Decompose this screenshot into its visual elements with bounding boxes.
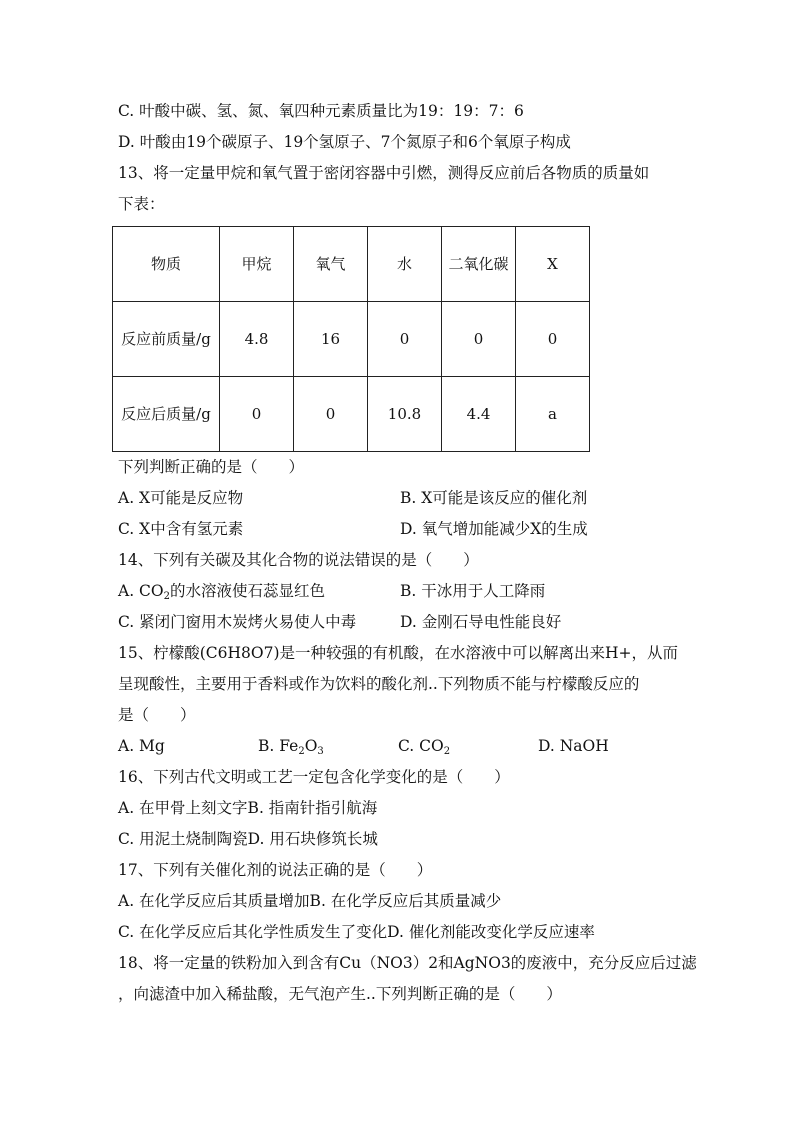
q15-option-b-sub2: 3 bbox=[317, 746, 324, 757]
q16-stem: 16、下列古代文明或工艺一定包含化学变化的是（ ） bbox=[118, 768, 510, 786]
q13-options-ab bbox=[118, 483, 678, 514]
q15-stem-line1: 15、柠檬酸(C6H8O7)是一种较强的有机酸，在水溶液中可以解离出来H+，从而 bbox=[118, 644, 678, 662]
table-cell: 0 bbox=[442, 302, 516, 377]
q15-option-a: A. Mg bbox=[118, 737, 165, 755]
mass-table bbox=[112, 226, 590, 452]
table-cell: 0 bbox=[220, 377, 294, 452]
table-cell: 0 bbox=[294, 377, 368, 452]
table-cell: a bbox=[516, 377, 590, 452]
q15-option-c-sub: 2 bbox=[443, 746, 451, 757]
q15-stem-line2: 呈现酸性，主要用于香料或作为饮料的酸化剂..下列物质不能与柠檬酸反应的 bbox=[118, 675, 640, 693]
table-row-label: 反应前质量/g bbox=[113, 302, 220, 377]
q15-stem-line3: 是（ ） bbox=[118, 706, 196, 724]
q15-option-c-pre: C. CO bbox=[398, 737, 444, 755]
q13-stem-line2: 下表： bbox=[118, 195, 165, 213]
q15-options bbox=[118, 731, 678, 762]
q15-option-b-pre: B. Fe bbox=[258, 737, 299, 755]
table-header-cell: X bbox=[516, 227, 590, 302]
table-cell: 4.8 bbox=[220, 302, 294, 377]
q18-stem-line2: ，向滤渣中加入稀盐酸，无气泡产生..下列判断正确的是（ ） bbox=[118, 985, 562, 1003]
q14-options-ab bbox=[118, 576, 678, 607]
q13-question: 下列判断正确的是（ ） bbox=[118, 458, 305, 476]
table-row bbox=[113, 302, 590, 377]
q14-option-d: D. 金刚石导电性能良好 bbox=[400, 613, 562, 631]
q17-options-cd: C. 在化学反应后其化学性质发生了变化D. 催化剂能改变化学反应速率 bbox=[118, 923, 595, 941]
q14-option-a-sub: 2 bbox=[163, 591, 170, 602]
table-header-cell: 水 bbox=[368, 227, 442, 302]
q15-option-b bbox=[258, 731, 398, 762]
exam-page bbox=[118, 96, 697, 1010]
q13-options-cd bbox=[118, 514, 678, 545]
table-header-cell: 二氧化碳 bbox=[442, 227, 516, 302]
q12-option-c: C. 叶酸中碳、氢、氮、氧四种元素质量比为19：19：7：6 bbox=[118, 102, 524, 120]
q18-stem-line1: 18、将一定量的铁粉加入到含有Cu（NO3）2和AgNO3的废液中，充分反应后过滤 bbox=[118, 954, 697, 972]
table-cell: 0 bbox=[368, 302, 442, 377]
table-cell: 0 bbox=[516, 302, 590, 377]
table-header-cell: 物质 bbox=[113, 227, 220, 302]
q15-option-d: D. NaOH bbox=[538, 737, 609, 755]
table-header-row bbox=[113, 227, 590, 302]
q17-stem: 17、下列有关催化剂的说法正确的是（ ） bbox=[118, 861, 433, 879]
q13-option-c: C. X中含有氢元素 bbox=[118, 520, 244, 538]
table-header-cell: 甲烷 bbox=[220, 227, 294, 302]
q15-option-b-mid: O bbox=[304, 737, 318, 755]
table-header-cell: 氧气 bbox=[294, 227, 368, 302]
q17-options-ab: A. 在化学反应后其质量增加B. 在化学反应后其质量减少 bbox=[118, 892, 502, 910]
q14-option-a-post: 的水溶液使石蕊显红色 bbox=[170, 582, 326, 600]
q13-option-a: A. X可能是反应物 bbox=[118, 489, 244, 507]
table-row bbox=[113, 377, 590, 452]
q13-option-b: B. X可能是该反应的催化剂 bbox=[400, 489, 588, 507]
q14-option-a-pre: A. CO bbox=[118, 582, 164, 600]
q14-options-cd bbox=[118, 607, 678, 638]
table-cell: 4.4 bbox=[442, 377, 516, 452]
table-cell: 10.8 bbox=[368, 377, 442, 452]
q15-option-b-sub1: 2 bbox=[298, 746, 305, 757]
q14-option-b: B. 干冰用于人工降雨 bbox=[400, 582, 546, 600]
q16-options-ab: A. 在甲骨上刻文字B. 指南针指引航海 bbox=[118, 799, 378, 817]
q14-stem: 14、下列有关碳及其化合物的说法错误的是（ ） bbox=[118, 551, 479, 569]
table-row-label: 反应后质量/g bbox=[113, 377, 220, 452]
q13-stem-line1: 13、将一定量甲烷和氧气置于密闭容器中引燃，测得反应前后各物质的质量如 bbox=[118, 164, 650, 182]
q16-options-cd: C. 用泥土烧制陶瓷D. 用石块修筑长城 bbox=[118, 830, 378, 848]
q15-option-c bbox=[398, 731, 538, 762]
q13-option-d: D. 氧气增加能减少X的生成 bbox=[400, 520, 588, 538]
table-cell: 16 bbox=[294, 302, 368, 377]
q14-option-c: C. 紧闭门窗用木炭烤火易使人中毒 bbox=[118, 613, 357, 631]
q12-option-d: D. 叶酸由19个碳原子、19个氢原子、7个氮原子和6个氧原子构成 bbox=[118, 133, 571, 151]
q14-option-a bbox=[118, 576, 400, 607]
